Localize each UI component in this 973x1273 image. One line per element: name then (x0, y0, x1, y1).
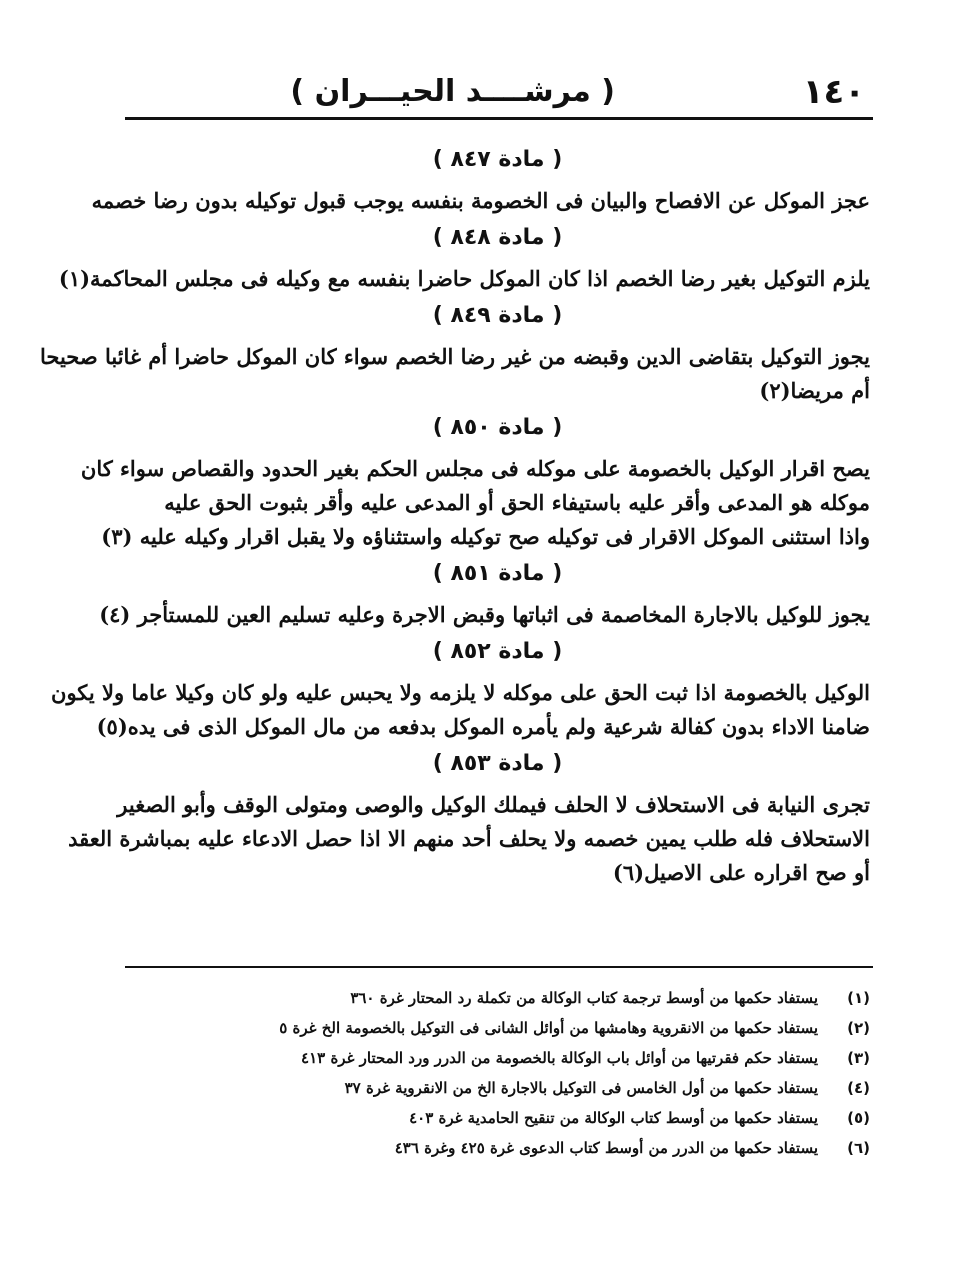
article-848 (58, 218, 870, 296)
article-text-line: الاستحلاف فله طلب يمين خصمه ولا يحلف أحد منهم الا اذا حصل الادعاء عليه بمباشرة العقد (68, 826, 870, 851)
article-text-line: الوكيل بالخصومة اذا ثبت الحق على موكله لا يلزمه ولا يحبس عليه ولو كان وكيلا عاما ولا يكون (51, 680, 870, 705)
footnote-number: (٢) (847, 1019, 870, 1037)
article-heading: ( مادة ٨٤٨ ) (432, 225, 563, 250)
article-text-line: يلزم التوكيل بغير رضا الخصم اذا كان الموكل حاضرا بنفسه مع وكيله فى مجلس المحاكمة(١) (58, 266, 870, 291)
article-text-line: ضامنا الاداء بدون كفالة شرعية ولم يأمره الموكل بدفعه من مال الموكل الذى فى يده(٥) (96, 714, 870, 739)
article-849 (39, 296, 870, 408)
article-heading: ( مادة ٨٥٠ ) (432, 415, 563, 440)
footnote-item (200, 1103, 870, 1133)
header-rule (125, 117, 873, 120)
footnote-number: (١) (847, 989, 870, 1007)
footnote-number: (٥) (847, 1109, 870, 1127)
footnote-item (200, 1133, 870, 1163)
footnote-item (200, 1043, 870, 1073)
article-text-line: موكله هو المدعى وأقر عليه باستيفاء الحق أو المدعى عليه وأقر بثبوت الحق عليه (164, 490, 870, 515)
article-heading: ( مادة ٨٤٩ ) (432, 303, 563, 328)
article-heading: ( مادة ٨٥٢ ) (432, 639, 563, 664)
article-text-line: تجرى النيابة فى الاستحلاف لا الحلف فيملك الوكيل والوصى ومتولى الوقف وأبو الصغير (117, 792, 870, 817)
page-header (125, 70, 865, 116)
article-text-line: أو صح اقراره على الاصيل(٦) (612, 860, 870, 885)
article-text-line: أم مريضا(٢) (759, 378, 870, 403)
footnote-item (200, 1013, 870, 1043)
footnote-rule (125, 966, 873, 968)
footnote-text: يستفاد حكمها من الدرر من أوسط كتاب الدعوى غرة ٤٢٥ وغرة ٤٣٦ (394, 1139, 818, 1157)
article-850 (80, 408, 870, 554)
article-text-line: عجز الموكل عن الافصاح والبيان فى الخصومة بنفسه يوجب قبول توكيله بدون رضا خصمه (91, 188, 870, 213)
running-title: ( مرشــــد الحيـــران ) (290, 74, 615, 109)
footnote-item (200, 983, 870, 1013)
article-853 (68, 744, 870, 890)
footnote-number: (٣) (847, 1049, 870, 1067)
footnote-number: (٦) (847, 1139, 870, 1157)
article-heading: ( مادة ٨٥٣ ) (432, 751, 563, 776)
footnote-text: يستفاد حكمها من أوسط ترجمة كتاب الوكالة من تكملة رد المحتار غرة ٣٦٠ (350, 989, 818, 1007)
footnote-text: يستفاد حكم فقرتيها من أوائل باب الوكالة بالخصومة من الدرر ورد المحتار غرة ٤١٣ (301, 1049, 818, 1067)
article-text-line: يصح اقرار الوكيل بالخصومة على موكله فى مجلس الحكم بغير الحدود والقصاص سواء كان (80, 456, 870, 481)
article-851 (99, 554, 870, 632)
page-number: ١٤٠ (802, 72, 865, 112)
article-text-line: يجوز للوكيل بالاجارة المخاصمة فى اثباتها وقبض الاجرة وعليه تسليم العين للمستأجر (٤) (99, 602, 870, 627)
footnote-item (200, 1073, 870, 1103)
article-text-line: واذا استثنى الموكل الاقرار فى توكيله صح توكيله واستثناؤه ولا يقبل اقرار وكيله عليه (٣) (101, 524, 870, 549)
article-heading: ( مادة ٨٤٧ ) (432, 147, 563, 172)
article-heading: ( مادة ٨٥١ ) (432, 561, 563, 586)
footnote-number: (٤) (847, 1079, 870, 1097)
footnote-text: يستفاد حكمها من أوسط كتاب الوكالة من تنقيح الحامدية غرة ٤٠٣ (409, 1109, 818, 1127)
footnote-text: يستفاد حكمها من الانقروية وهامشها من أوائل الشانى فى التوكيل بالخصومة الخ غرة ٥ (279, 1019, 818, 1037)
article-852 (51, 632, 870, 744)
footnotes-section (200, 983, 870, 1163)
footnote-text: يستفاد حكمها من أول الخامس فى التوكيل بالاجارة الخ من الانقروية غرة ٣٧ (344, 1079, 818, 1097)
articles-section (39, 140, 870, 890)
article-text-line: يجوز التوكيل بتقاضى الدين وقبضه من غير رضا الخصم سواء كان الموكل حاضرا أم غائبا صحيحا (39, 344, 870, 369)
article-847 (91, 140, 870, 218)
